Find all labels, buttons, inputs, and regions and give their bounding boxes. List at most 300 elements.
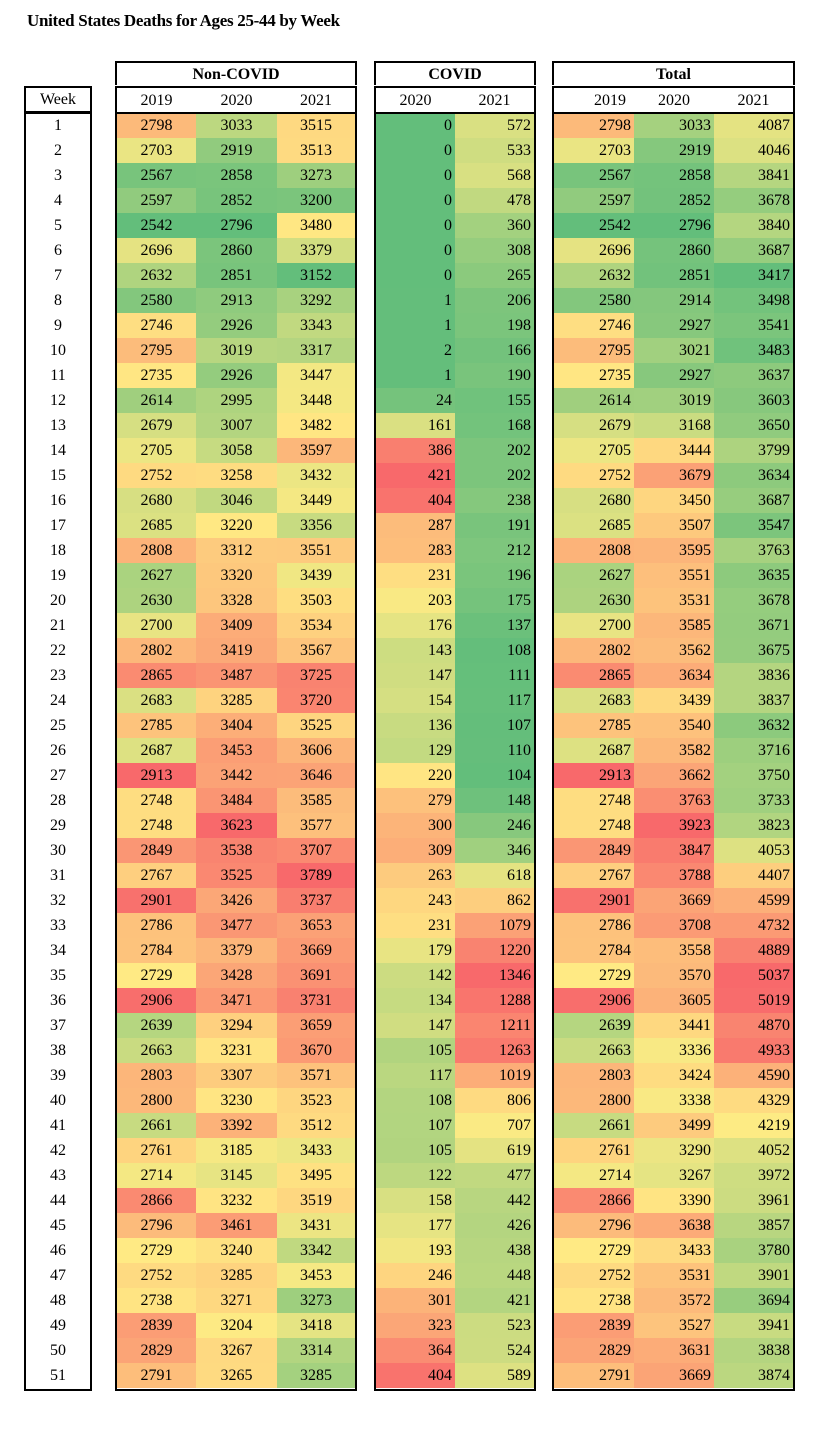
group-header-non-covid: Non-COVID [115, 61, 357, 85]
data-cell: 2761 [117, 1138, 196, 1163]
data-cell: 3632 [714, 713, 793, 738]
data-cell: 198 [455, 313, 534, 338]
data-cell: 4046 [714, 138, 793, 163]
data-cell: 3230 [196, 1088, 277, 1113]
data-cell: 279 [376, 788, 455, 813]
data-cell: 524 [455, 1338, 534, 1363]
data-cell: 2919 [196, 138, 277, 163]
data-cell: 3567 [277, 638, 355, 663]
data-cell: 4087 [714, 113, 793, 138]
data-cell: 190 [455, 363, 534, 388]
data-cell: 3571 [277, 1063, 355, 1088]
data-cell: 3484 [196, 788, 277, 813]
data-cell: 220 [376, 763, 455, 788]
data-cell: 3442 [196, 763, 277, 788]
data-cell: 2795 [554, 338, 634, 363]
data-cell: 3679 [634, 463, 714, 488]
data-cell: 24 [376, 388, 455, 413]
data-cell: 4053 [714, 838, 793, 863]
data-cell: 3450 [634, 488, 714, 513]
week-cell: 45 [50, 1217, 66, 1234]
data-cell: 618 [455, 863, 534, 888]
data-cell: 3605 [634, 988, 714, 1013]
data-cell: 4870 [714, 1013, 793, 1038]
data-cell: 3638 [634, 1213, 714, 1238]
data-cell: 2735 [554, 363, 634, 388]
week-cell: 7 [54, 267, 62, 284]
data-cell: 2926 [196, 313, 277, 338]
data-cell: 2738 [554, 1288, 634, 1313]
data-cell: 3200 [277, 188, 355, 213]
data-cell: 364 [376, 1338, 455, 1363]
data-cell: 3356 [277, 513, 355, 538]
data-cell: 2614 [554, 388, 634, 413]
data-cell: 707 [455, 1113, 534, 1138]
data-cell: 2630 [117, 588, 196, 613]
week-cell: 36 [50, 992, 66, 1009]
week-cell: 1 [54, 117, 62, 134]
year-header: 2019 [140, 92, 173, 109]
week-header-label: Week [39, 91, 77, 108]
data-cell: 3595 [634, 538, 714, 563]
data-cell: 191 [455, 513, 534, 538]
data-cell: 2906 [554, 988, 634, 1013]
data-cell: 3669 [634, 1363, 714, 1388]
data-cell: 2680 [554, 488, 634, 513]
data-cell: 3847 [634, 838, 714, 863]
data-cell: 134 [376, 988, 455, 1013]
data-cell: 862 [455, 888, 534, 913]
data-cell: 2802 [117, 638, 196, 663]
data-cell: 231 [376, 563, 455, 588]
data-cell: 3417 [714, 263, 793, 288]
data-cell: 3046 [196, 488, 277, 513]
data-cell: 300 [376, 813, 455, 838]
data-cell: 2 [376, 338, 455, 363]
data-cell: 1 [376, 363, 455, 388]
week-cell: 19 [50, 567, 66, 584]
data-cell: 3343 [277, 313, 355, 338]
data-cell: 3519 [277, 1188, 355, 1213]
data-cell: 3582 [634, 738, 714, 763]
data-cell: 477 [455, 1163, 534, 1188]
data-cell: 212 [455, 538, 534, 563]
data-cell: 2687 [117, 738, 196, 763]
data-cell: 3033 [196, 113, 277, 138]
data-cell: 2913 [117, 763, 196, 788]
data-cell: 2729 [554, 1238, 634, 1263]
data-cell: 3342 [277, 1238, 355, 1263]
data-cell: 2913 [554, 763, 634, 788]
data-cell: 426 [455, 1213, 534, 1238]
data-cell: 533 [455, 138, 534, 163]
data-cell: 2785 [117, 713, 196, 738]
data-cell: 3687 [714, 238, 793, 263]
data-cell: 3634 [714, 463, 793, 488]
data-cell: 3799 [714, 438, 793, 463]
week-cell: 23 [50, 667, 66, 684]
data-cell: 2767 [554, 863, 634, 888]
data-cell: 2627 [117, 563, 196, 588]
data-cell: 523 [455, 1313, 534, 1338]
data-cell: 1263 [455, 1038, 534, 1063]
data-cell: 3941 [714, 1313, 793, 1338]
week-cell: 18 [50, 542, 66, 559]
week-cell: 27 [50, 767, 66, 784]
data-cell: 154 [376, 688, 455, 713]
data-cell: 1019 [455, 1063, 534, 1088]
data-cell: 231 [376, 913, 455, 938]
data-cell: 2803 [554, 1063, 634, 1088]
data-cell: 206 [455, 288, 534, 313]
data-cell: 117 [455, 688, 534, 713]
data-cell: 3523 [277, 1088, 355, 1113]
data-cell: 238 [455, 488, 534, 513]
data-cell: 2791 [554, 1363, 634, 1388]
data-cell: 478 [455, 188, 534, 213]
week-cell: 11 [50, 367, 66, 384]
data-cell: 3678 [714, 588, 793, 613]
data-cell: 3480 [277, 213, 355, 238]
data-cell: 3788 [634, 863, 714, 888]
data-cell: 3669 [277, 938, 355, 963]
data-cell: 3551 [634, 563, 714, 588]
week-cell: 14 [50, 442, 66, 459]
data-cell: 3267 [634, 1163, 714, 1188]
data-cell: 3426 [196, 888, 277, 913]
data-cell: 1346 [455, 963, 534, 988]
data-cell: 2860 [634, 238, 714, 263]
data-cell: 2729 [554, 963, 634, 988]
week-cell: 31 [50, 867, 66, 884]
data-cell: 2995 [196, 388, 277, 413]
data-cell: 3461 [196, 1213, 277, 1238]
data-cell: 0 [376, 163, 455, 188]
data-cell: 3273 [277, 1288, 355, 1313]
data-cell: 3433 [277, 1138, 355, 1163]
data-cell: 2800 [554, 1088, 634, 1113]
data-cell: 3145 [196, 1163, 277, 1188]
data-cell: 2748 [117, 788, 196, 813]
data-cell: 2729 [117, 963, 196, 988]
data-cell: 2632 [117, 263, 196, 288]
data-cell: 2798 [554, 113, 634, 138]
data-cell: 122 [376, 1163, 455, 1188]
data-cell: 2729 [117, 1238, 196, 1263]
data-cell: 3449 [277, 488, 355, 513]
data-cell: 2679 [554, 413, 634, 438]
data-cell: 3671 [714, 613, 793, 638]
data-cell: 2567 [554, 163, 634, 188]
week-cell: 21 [50, 617, 66, 634]
data-cell: 2700 [554, 613, 634, 638]
data-cell: 3720 [277, 688, 355, 713]
data-cell: 3312 [196, 538, 277, 563]
data-cell: 0 [376, 213, 455, 238]
data-cell: 0 [376, 188, 455, 213]
data-cell: 3750 [714, 763, 793, 788]
data-cell: 246 [376, 1263, 455, 1288]
data-cell: 2705 [554, 438, 634, 463]
data-cell: 2597 [554, 188, 634, 213]
week-cell: 10 [50, 342, 66, 359]
data-cell: 3267 [196, 1338, 277, 1363]
data-cell: 1288 [455, 988, 534, 1013]
week-cell: 49 [50, 1317, 66, 1334]
data-cell: 3487 [196, 663, 277, 688]
data-cell: 3482 [277, 413, 355, 438]
data-cell: 3789 [277, 863, 355, 888]
data-cell: 168 [455, 413, 534, 438]
data-cell: 3707 [277, 838, 355, 863]
data-cell: 2542 [554, 213, 634, 238]
data-cell: 2808 [117, 538, 196, 563]
data-cell: 3379 [196, 938, 277, 963]
data-cell: 3338 [634, 1088, 714, 1113]
data-cell: 4599 [714, 888, 793, 913]
data-cell: 2858 [634, 163, 714, 188]
data-cell: 2714 [554, 1163, 634, 1188]
data-cell: 2700 [117, 613, 196, 638]
data-cell: 2746 [117, 313, 196, 338]
data-cell: 3447 [277, 363, 355, 388]
data-cell: 3428 [196, 963, 277, 988]
data-cell: 3572 [634, 1288, 714, 1313]
data-cell: 4219 [714, 1113, 793, 1138]
week-cell: 6 [54, 242, 62, 259]
data-cell: 3577 [277, 813, 355, 838]
data-cell: 3515 [277, 113, 355, 138]
data-cell: 3019 [196, 338, 277, 363]
data-cell: 2829 [117, 1338, 196, 1363]
data-cell: 105 [376, 1138, 455, 1163]
data-cell: 3498 [714, 288, 793, 313]
data-cell: 158 [376, 1188, 455, 1213]
data-cell: 3404 [196, 713, 277, 738]
data-cell: 2839 [554, 1313, 634, 1338]
data-cell: 3019 [634, 388, 714, 413]
data-cell: 3653 [277, 913, 355, 938]
data-cell: 2803 [117, 1063, 196, 1088]
data-cell: 2808 [554, 538, 634, 563]
data-cell: 2580 [117, 288, 196, 313]
data-cell: 3058 [196, 438, 277, 463]
data-cell: 107 [376, 1113, 455, 1138]
data-cell: 438 [455, 1238, 534, 1263]
data-cell: 2906 [117, 988, 196, 1013]
data-cell: 3453 [277, 1263, 355, 1288]
data-cell: 2919 [634, 138, 714, 163]
year-header: 2021 [478, 92, 511, 109]
data-cell: 3290 [634, 1138, 714, 1163]
data-cell: 2802 [554, 638, 634, 663]
data-cell: 3662 [634, 763, 714, 788]
week-cell: 12 [50, 392, 66, 409]
data-cell: 2784 [554, 938, 634, 963]
data-cell: 2630 [554, 588, 634, 613]
data-cell: 3285 [196, 688, 277, 713]
data-cell: 3836 [714, 663, 793, 688]
data-cell: 421 [376, 463, 455, 488]
week-cell: 42 [50, 1142, 66, 1159]
data-cell: 108 [376, 1088, 455, 1113]
data-cell: 2738 [117, 1288, 196, 1313]
data-cell: 3525 [277, 713, 355, 738]
week-cell: 25 [50, 717, 66, 734]
data-cell: 3433 [634, 1238, 714, 1263]
data-cell: 3021 [634, 338, 714, 363]
data-cell: 3597 [277, 438, 355, 463]
data-cell: 568 [455, 163, 534, 188]
week-cell: 30 [50, 842, 66, 859]
data-cell: 3694 [714, 1288, 793, 1313]
data-cell: 4052 [714, 1138, 793, 1163]
data-cell: 3841 [714, 163, 793, 188]
data-cell: 2852 [634, 188, 714, 213]
week-cell: 8 [54, 292, 62, 309]
data-cell: 3923 [634, 813, 714, 838]
data-cell: 2767 [117, 863, 196, 888]
week-cell: 3 [54, 167, 62, 184]
data-cell: 2927 [634, 313, 714, 338]
data-cell: 105 [376, 1038, 455, 1063]
data-cell: 806 [455, 1088, 534, 1113]
data-cell: 3531 [634, 588, 714, 613]
data-cell: 3432 [277, 463, 355, 488]
data-cell: 3258 [196, 463, 277, 488]
data-cell: 202 [455, 438, 534, 463]
data-cell: 3763 [634, 788, 714, 813]
data-cell: 2752 [554, 463, 634, 488]
chart-title: United States Deaths for Ages 25-44 by Week [27, 11, 340, 30]
data-cell: 2851 [634, 263, 714, 288]
data-cell: 2784 [117, 938, 196, 963]
data-cell: 2685 [117, 513, 196, 538]
data-cell: 3499 [634, 1113, 714, 1138]
data-cell: 2752 [117, 463, 196, 488]
data-cell: 3477 [196, 913, 277, 938]
week-cell: 26 [50, 742, 66, 759]
week-cell: 39 [50, 1067, 66, 1084]
data-cell: 3503 [277, 588, 355, 613]
data-cell: 166 [455, 338, 534, 363]
week-cell: 28 [50, 792, 66, 809]
data-cell: 3294 [196, 1013, 277, 1038]
data-cell: 2786 [117, 913, 196, 938]
data-cell: 2542 [117, 213, 196, 238]
data-cell: 442 [455, 1188, 534, 1213]
data-cell: 175 [455, 588, 534, 613]
data-cell: 3285 [196, 1263, 277, 1288]
data-cell: 142 [376, 963, 455, 988]
data-cell: 3562 [634, 638, 714, 663]
week-cell: 15 [50, 467, 66, 484]
data-cell: 2858 [196, 163, 277, 188]
data-cell: 2796 [117, 1213, 196, 1238]
data-cell: 3168 [634, 413, 714, 438]
data-cell: 3273 [277, 163, 355, 188]
data-cell: 2687 [554, 738, 634, 763]
data-cell: 3731 [277, 988, 355, 1013]
data-cell: 4732 [714, 913, 793, 938]
data-cell: 572 [455, 113, 534, 138]
data-cell: 203 [376, 588, 455, 613]
data-cell: 2791 [117, 1363, 196, 1388]
data-cell: 3540 [634, 713, 714, 738]
week-cell: 16 [50, 492, 66, 509]
data-cell: 3585 [277, 788, 355, 813]
data-cell: 137 [455, 613, 534, 638]
data-cell: 2796 [196, 213, 277, 238]
week-cell: 37 [50, 1017, 66, 1034]
data-cell: 3837 [714, 688, 793, 713]
data-cell: 3231 [196, 1038, 277, 1063]
data-cell: 3285 [277, 1363, 355, 1388]
data-cell: 3527 [634, 1313, 714, 1338]
data-cell: 4407 [714, 863, 793, 888]
data-cell: 3240 [196, 1238, 277, 1263]
data-cell: 3737 [277, 888, 355, 913]
year-header: 2021 [300, 92, 332, 109]
data-cell: 3763 [714, 538, 793, 563]
data-cell: 147 [376, 663, 455, 688]
data-cell: 147 [376, 1013, 455, 1038]
week-cell: 46 [50, 1242, 66, 1259]
data-cell: 1079 [455, 913, 534, 938]
data-cell: 3708 [634, 913, 714, 938]
data-cell: 3635 [714, 563, 793, 588]
data-cell: 3637 [714, 363, 793, 388]
data-cell: 2851 [196, 263, 277, 288]
data-cell: 3441 [634, 1013, 714, 1038]
year-header: 2021 [737, 92, 770, 109]
data-cell: 5019 [714, 988, 793, 1013]
data-cell: 3424 [634, 1063, 714, 1088]
week-cell: 35 [50, 967, 66, 984]
data-cell: 2865 [117, 663, 196, 688]
year-header-row [374, 86, 536, 112]
data-cell: 179 [376, 938, 455, 963]
data-cell: 143 [376, 638, 455, 663]
data-cell: 108 [455, 638, 534, 663]
data-cell: 2866 [554, 1188, 634, 1213]
data-cell: 2705 [117, 438, 196, 463]
data-cell: 3669 [634, 888, 714, 913]
data-cell: 2839 [117, 1313, 196, 1338]
data-cell: 2752 [117, 1263, 196, 1288]
data-cell: 386 [376, 438, 455, 463]
data-cell: 3687 [714, 488, 793, 513]
data-cell: 3631 [634, 1338, 714, 1363]
data-cell: 3838 [714, 1338, 793, 1363]
data-cell: 3606 [277, 738, 355, 763]
data-cell: 161 [376, 413, 455, 438]
data-cell: 2798 [117, 113, 196, 138]
week-cell: 50 [50, 1342, 66, 1359]
data-cell: 0 [376, 138, 455, 163]
data-cell: 2913 [196, 288, 277, 313]
week-cell: 40 [50, 1092, 66, 1109]
data-cell: 2683 [554, 688, 634, 713]
data-cell: 246 [455, 813, 534, 838]
data-cell: 2914 [634, 288, 714, 313]
data-cell: 2748 [554, 813, 634, 838]
week-cell: 24 [50, 692, 66, 709]
data-cell: 3551 [277, 538, 355, 563]
data-cell: 3733 [714, 788, 793, 813]
data-cell: 404 [376, 1363, 455, 1388]
data-cell: 308 [455, 238, 534, 263]
